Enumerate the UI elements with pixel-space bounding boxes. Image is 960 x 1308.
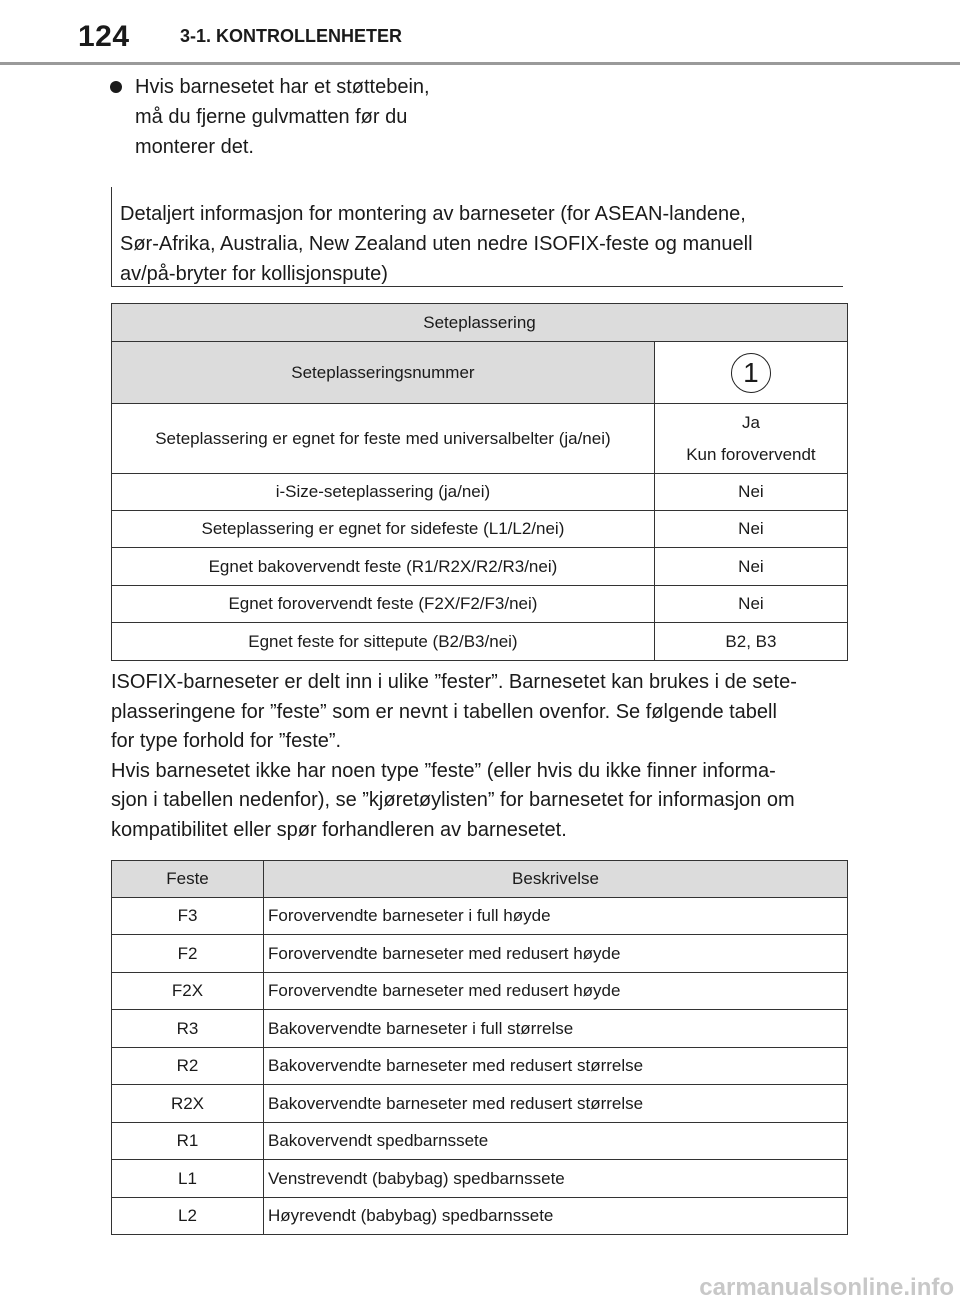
seat-row-label: Seteplassering er egnet for feste med universalbelter (ja/nei) — [112, 404, 655, 474]
fixture-code: F3 — [112, 898, 264, 935]
fixture-code: L2 — [112, 1198, 264, 1235]
info-line: av/på-bryter for kollisjonspute) — [120, 263, 388, 285]
fixture-code: R3 — [112, 1010, 264, 1048]
fixture-code: F2X — [112, 973, 264, 1010]
bullet-line: Hvis barnesetet har et støttebein, — [135, 76, 430, 98]
fixture-desc: Bakovervendt spedbarnssete — [264, 1123, 848, 1160]
table-row — [112, 1085, 848, 1123]
seat-row-value: B2, B3 — [654, 623, 847, 661]
fixture-code: R1 — [112, 1123, 264, 1160]
para-line: plasseringene for ”feste” som er nevnt i tabellen ovenfor. Se følgende tabell — [111, 700, 777, 723]
fixture-desc: Venstrevendt (babybag) spedbarnssete — [264, 1160, 848, 1198]
table-row — [112, 1160, 848, 1198]
section-title: 3-1. KONTROLLENHETER — [180, 26, 403, 46]
fixture-table — [111, 860, 848, 1235]
fixture-desc: Forovervendte barneseter med redusert høyde — [264, 973, 848, 1010]
table-row — [112, 935, 848, 973]
table-row — [112, 973, 848, 1010]
bullet-dot-icon — [110, 81, 122, 93]
isofix-paragraph — [111, 668, 851, 845]
fixture-code: F2 — [112, 935, 264, 973]
fixture-code: R2 — [112, 1048, 264, 1085]
para-line: sjon i tabellen nedenfor), se ”kjøretøylisten” for barnesetet for informasjon om — [111, 789, 795, 811]
seat-row-value: Nei — [654, 586, 847, 623]
info-box-heading — [111, 187, 843, 287]
seat-table-title: Seteplassering — [112, 304, 848, 342]
fixture-desc: Forovervendte barneseter med redusert høyde — [264, 935, 848, 973]
info-line: Sør-Afrika, Australia, New Zealand uten nedre ISOFIX-feste og manuell — [120, 233, 753, 255]
table-row — [112, 898, 848, 935]
seat-row-value — [654, 404, 847, 474]
para-line: Hvis barnesetet ikke har noen type ”feste” (eller hvis du ikke finner informa- — [111, 759, 776, 782]
fixture-desc: Høyrevendt (babybag) spedbarnssete — [264, 1198, 848, 1235]
table-row — [112, 1010, 848, 1048]
seat-row-label: Egnet feste for sittepute (B2/B3/nei) — [112, 623, 655, 661]
fixture-header-code: Feste — [112, 861, 264, 898]
seat-row-label: Seteplassering er egnet for sidefeste (L1/L2/nei) — [112, 511, 655, 548]
fixture-header-desc: Beskrivelse — [264, 861, 848, 898]
para-line: for type forhold for ”feste”. — [111, 730, 342, 752]
seat-row-value: Nei — [654, 511, 847, 548]
bullet-line: må du fjerne gulvmatten før du — [135, 106, 408, 128]
para-line: kompatibilitet eller spør forhandleren av barnesetet. — [111, 818, 567, 841]
seat-row-value: Nei — [654, 548, 847, 586]
seat-row-label: Egnet forovervendt feste (F2X/F2/F3/nei) — [112, 586, 655, 623]
bullet-line: monterer det. — [135, 136, 254, 158]
info-line: Detaljert informasjon for montering av barneseter (for ASEAN-landene, — [120, 203, 746, 225]
header-divider — [0, 62, 960, 65]
seat-row-value-line: Kun forovervendt — [686, 444, 816, 464]
fixture-desc: Bakovervendte barneseter i full størrelse — [264, 1010, 848, 1048]
seat-row-value: Nei — [654, 474, 847, 511]
table-row — [112, 1048, 848, 1085]
fixture-desc: Bakovervendte barneseter med redusert størrelse — [264, 1085, 848, 1123]
para-line: ISOFIX-barneseter er delt inn i ulike ”fester”. Barnesetet kan brukes i de sete- — [111, 671, 797, 693]
seat-number-cell — [654, 342, 847, 404]
seat-row-label: Egnet bakovervendt feste (R1/R2X/R2/R3/nei) — [112, 548, 655, 586]
seat-position-table — [111, 303, 848, 661]
table-row — [112, 1198, 848, 1235]
page-number: 124 — [78, 20, 130, 53]
seat-number-circle: 1 — [731, 353, 771, 393]
seat-number-label: Seteplasseringsnummer — [112, 342, 655, 404]
watermark: carmanualsonline.info — [699, 1274, 954, 1301]
seat-row-label: i-Size-seteplassering (ja/nei) — [112, 474, 655, 511]
seat-row-value-line: Ja — [741, 412, 760, 432]
fixture-code: L1 — [112, 1160, 264, 1198]
fixture-code: R2X — [112, 1085, 264, 1123]
fixture-desc: Forovervendte barneseter i full høyde — [264, 898, 848, 935]
bullet-note — [110, 72, 490, 162]
table-row — [112, 1123, 848, 1160]
fixture-desc: Bakovervendte barneseter med redusert størrelse — [264, 1048, 848, 1085]
